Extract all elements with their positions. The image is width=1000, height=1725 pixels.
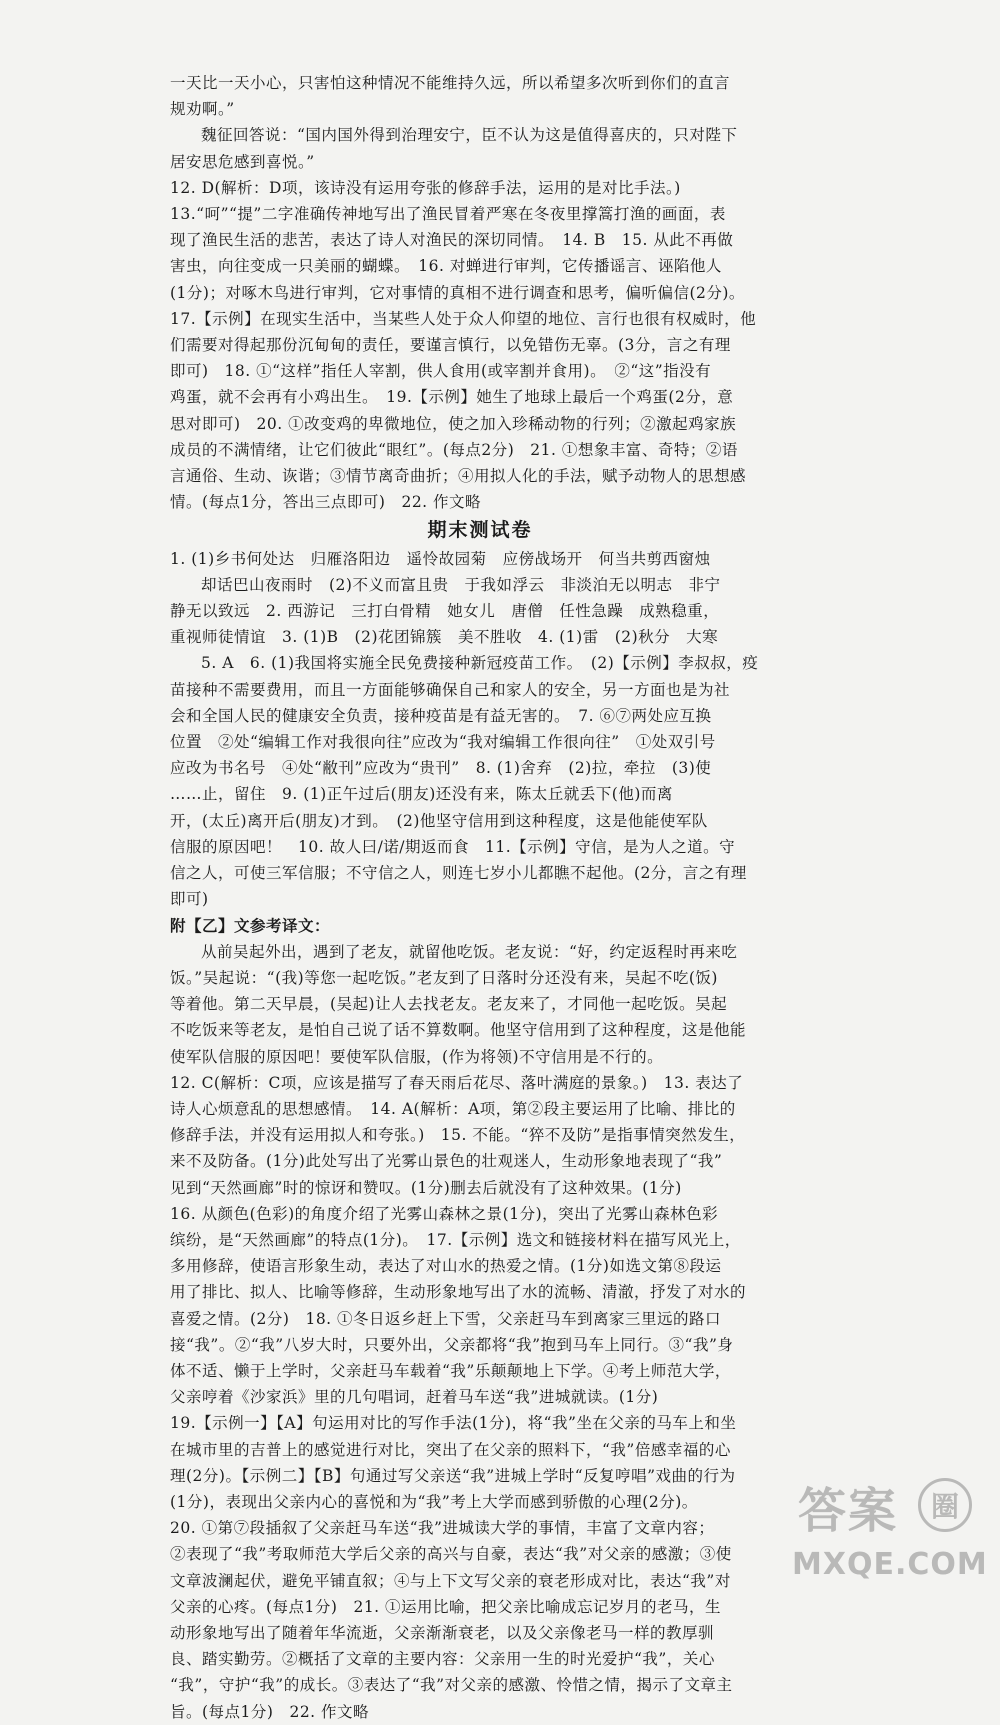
translation-title: 附【乙】文参考译文： [170,915,331,935]
text-line: 现了渔民生活的悲苦，表达了诗人对渔民的深切同情。 14. B 15. 从此不再做 [170,231,734,250]
text-line: 苗接种不需要费用，而且一方面能够确保自己和家人的安全，另一方面也是为社 [170,680,731,699]
text-line: 居安思危感到喜悦。” [170,152,315,171]
text-line: 修辞手法，并没有运用拟人和夸张。) 15. 不能。“猝不及防”是指事情突然发生， [170,1126,746,1145]
section-heading: 期末测试卷 [427,519,533,542]
intro-section [170,70,790,175]
answers-part-3 [170,1070,790,1725]
text-line: 静无以致远 2. 西游记 三打白骨精 她女儿 唐僧 任性急躁 成熟稳重， [170,602,720,621]
text-line: 见到“天然画廊”时的惊讶和赞叹。(1分)删去后就没有了这种效果。(1分) [170,1178,682,1197]
text-line: 来不及防备。(1分)此处写出了光雾山景色的壮观迷人，生动形象地表现了“我” [170,1152,723,1171]
text-line: 即可) [170,890,209,909]
text-line: 思对即可) 20. ①改变鸡的卑微地位，使之加入珍稀动物的行列；②激起鸡家族 [170,414,737,433]
text-line: 饭。”吴起说：“(我)等您一起吃饭。”老友到了日落时分还没有来，吴起不吃(饭) [170,968,718,987]
text-line: 重视师徒情谊 3. (1)B (2)花团锦簇 美不胜收 4. (1)雷 (2)秋分 大寒 [170,628,719,647]
watermark-url: MXQE.COM [792,1547,988,1582]
text-line: 害虫，向往变成一只美丽的蝴蝶。 16. 对蝉进行审判，它传播谣言、诬陷他人 [170,257,722,276]
text-line: 理(2分)。【示例二】【B】句通过写父亲送“我”进城上学时“反复哼唱”戏曲的行为 [170,1466,736,1485]
text-line: 良、踏实勤劳。②概括了文章的主要内容：父亲用一生的时光爱护“我”，关心 [170,1650,715,1669]
text-line: 19.【示例一】【A】句运用对比的写作手法(1分)，将“我”坐在父亲的马车上和坐 [170,1414,737,1433]
text-line: 不吃饭来等老友，是怕自己说了话不算数啊。他坚守信用到了这种程度，这是他能 [170,1021,747,1040]
text-line: 13.“呵”“提”二字准确传神地写出了渔民冒着严寒在冬夜里撑篙打渔的画面，表 [170,205,726,224]
text-line: 信服的原因吧！ 10. 故人曰/诺/期返而食 11.【示例】守信，是为人之道。守 [170,837,736,856]
text-line: (1分)；对啄木鸟进行审判，它对事情的真相不进行调查和思考，偏听偏信(2分)。 [170,283,745,302]
text-line: 从前吴起外出，遇到了老友，就留他吃饭。老友说：“好，约定返程时再来吃 [201,942,738,961]
text-line: 即可) 18. ①“这样”指任人宰割，供人食用(或宰割并食用)。 ②“这”指没有 [170,362,712,381]
translation-section [170,939,790,1070]
text-line: “我”，守护“我”的成长。③表达了“我”对父亲的感激、怜惜之情，揭示了文章主 [170,1676,733,1695]
text-line: 16. 从颜色(色彩)的角度介绍了光雾山森林之景(1分)，突出了光雾山森林色彩 [170,1204,719,1223]
text-line: 会和全国人民的健康安全负责，接种疫苗是有益无害的。 7. ⑥⑦两处应互换 [170,706,712,725]
text-line: 位置 ②处“编辑工作对我很向往”应改为“我对编辑工作很向往” ①处双引号 [170,733,716,752]
text-line: ……止，留住 9. (1)正午过后(朋友)还没有来，陈太丘就丢下(他)而离 [170,785,673,804]
site-watermark [788,1472,988,1582]
text-line: 在城市里的吉普上的感觉进行对比，突出了在父亲的照料下，“我”倍感幸福的心 [170,1440,731,1459]
text-line: 情。(每点1分，答出三点即可) 22. 作文略 [170,493,482,512]
watermark-logo-text: 答案 [798,1483,899,1539]
text-line: 接“我”。②“我”八岁大时，只要外出，父亲都将“我”抱到马车上同行。③“我”身 [170,1335,734,1354]
text-line: 使军队信服的原因吧！要使军队信服，(作为将领)不守信用是不行的。 [170,1047,664,1066]
text-line: 17.【示例】在现实生活中，当某些人处于众人仰望的地位、言行也很有权威时，他 [170,309,757,328]
text-line: 应改为书名号 ④处“敝刊”应改为“贵刊” 8. (1)舍弃 (2)拉，牵拉 (3)使 [170,759,712,778]
text-line: 缤纷，是“天然画廊”的特点(1分)。 17.【示例】选文和链接材料在描写风光上， [170,1230,741,1249]
text-line: 文章波澜起伏，避免平铺直叙；④与上下文写父亲的衰老形成对比，表达“我”对 [170,1571,731,1590]
text-line: 父亲哼着《沙家浜》里的几句唱词，赶着马车送“我”进城就读。(1分) [170,1388,659,1407]
text-line: 5. A 6. (1)我国将实施全民免费接种新冠疫苗工作。 (2)【示例】李叔叔，疫 [201,654,759,673]
text-line: 开，(太丘)离开后(朋友)才到。 (2)他坚守信用到这种程度，这是他能使军队 [170,811,708,830]
text-line: 喜爱之情。(2分) 18. ①冬日返乡赶上下雪，父亲赶马车到离家三里远的路口 [170,1309,722,1328]
text-line: (1分)，表现出父亲内心的喜悦和为“我”考上大学而感到骄傲的心理(2分)。 [170,1492,698,1511]
text-line: 魏征回答说：“国内国外得到治理安宁，臣不认为这是值得喜庆的，只对陛下 [201,126,738,145]
text-line: 12. C(解析：C项，应该是描写了春天雨后花尽、落叶满庭的景象。) 13. 表达了 [170,1073,744,1092]
watermark-badge-icon: 圈 [918,1478,972,1532]
text-line: ②表现了“我”考取师范大学后父亲的高兴与自豪，表达“我”对父亲的感激；③使 [170,1545,732,1564]
text-line: 成员的不满情绪，让它们彼此“眼红”。(每点2分) 21. ①想象丰富、奇特；②语 [170,440,738,459]
answer-page [170,70,790,1725]
text-line: 们需要对得起那份沉甸甸的责任，要谨言慎行，以免错伤无辜。(3分，言之有理 [170,336,731,355]
text-line: 规劝啊。” [170,100,235,119]
text-line: 父亲的心疼。(每点1分) 21. ①运用比喻，把父亲比喻成忘记岁月的老马，生 [170,1597,722,1616]
text-line: 却话巴山夜雨时 (2)不义而富且贵 于我如浮云 非淡泊无以明志 非宁 [201,575,721,594]
text-line: 旨。(每点1分) 22. 作文略 [170,1702,370,1721]
text-line: 言通俗、生动、诙谐；③情节离奇曲折；④用拟人化的手法，赋予动物人的思想感 [170,467,747,486]
text-line: 等着他。第二天早晨，(吴起)让人去找老友。老友来了，才同他一起吃饭。吴起 [170,995,728,1014]
text-line: 多用修辞，使语言形象生动，表达了对山水的热爱之情。(1分)如选文第⑧段运 [170,1257,722,1276]
text-line: 用了排比、拟人、比喻等修辞，生动形象地写出了水的流畅、清澈，抒发了对水的 [170,1283,747,1302]
text-line: 1. (1)乡书何处达 归雁洛阳边 遥怜故园菊 应傍战场开 何当共剪西窗烛 [170,549,711,568]
text-line: 信之人，可使三军信服；不守信之人，则连七岁小儿都瞧不起他。(2分，言之有理 [170,864,747,883]
text-line: 动形象地写出了随着年华流逝，父亲渐渐衰老，以及父亲像老马一样的教厚驯 [170,1623,715,1642]
text-line: 鸡蛋，就不会再有小鸡出生。 19.【示例】她生了地球上最后一个鸡蛋(2分，意 [170,388,734,407]
text-line: 20. ①第⑦段插叙了父亲赶马车送“我”进城读大学的事情，丰富了文章内容； [170,1519,715,1538]
text-line: 诗人心烦意乱的思想感情。 14. A(解析：A项，第②段主要运用了比喻、排比的 [170,1099,736,1118]
answers-part-1 [170,175,790,516]
answers-part-2 [170,546,790,913]
text-line: 一天比一天小心，只害怕这种情况不能维持久远，所以希望多次听到你们的直言 [170,74,731,92]
text-line: 12. D(解析：D项，该诗没有运用夸张的修辞手法，运用的是对比手法。) [170,178,681,197]
text-line: 体不适、懒于上学时，父亲赶马车载着“我”乐颠颠地上下学。④考上师范大学， [170,1361,731,1380]
